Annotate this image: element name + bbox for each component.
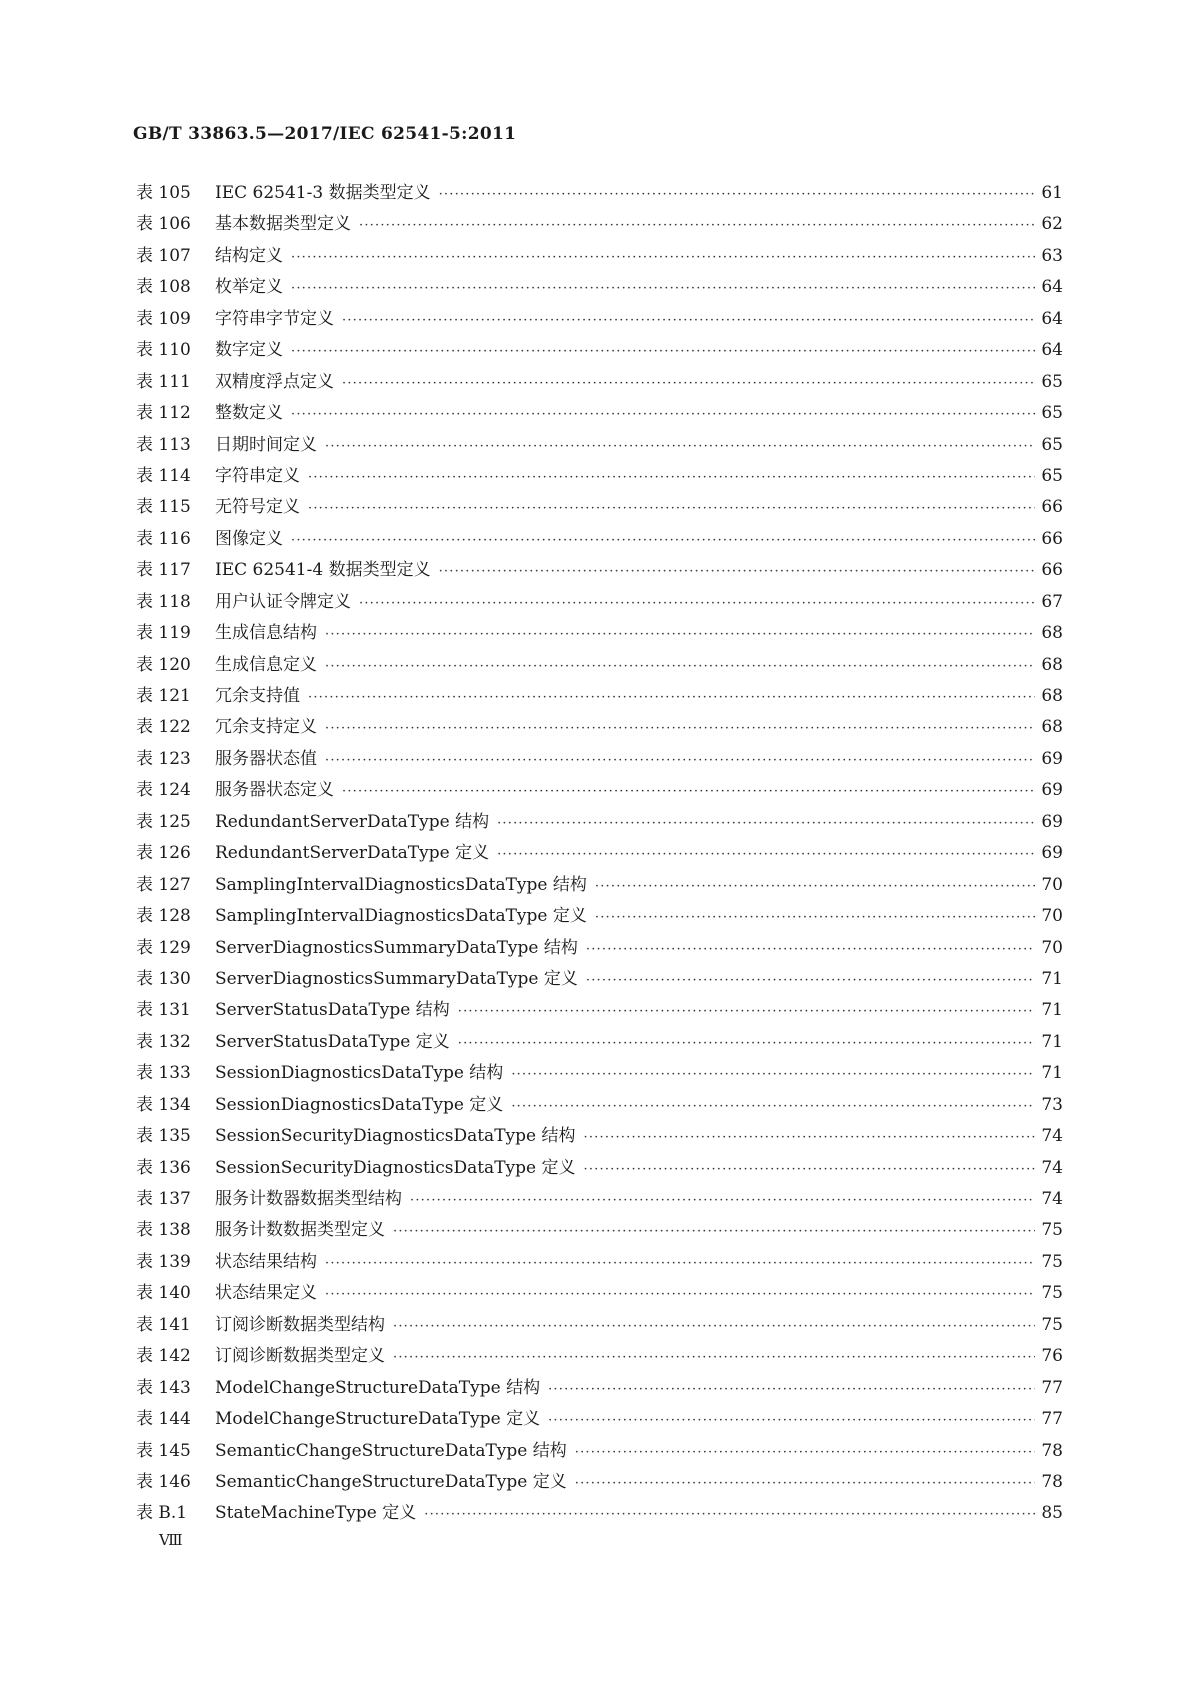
toc-entry-number: 表 127 bbox=[136, 874, 191, 895]
toc-entry-page: 65 bbox=[1041, 465, 1063, 486]
toc-entry-title: 冗余支持值 bbox=[215, 686, 300, 706]
toc-entry[interactable] bbox=[136, 1310, 1063, 1341]
toc-entry[interactable] bbox=[136, 398, 1063, 429]
toc-entry[interactable] bbox=[136, 367, 1063, 398]
toc-entry-title: 状态结果结构 bbox=[215, 1251, 317, 1272]
toc-entry-title: 数字定义 bbox=[215, 340, 283, 361]
toc-entry[interactable] bbox=[136, 1027, 1063, 1058]
toc-entry[interactable] bbox=[136, 1404, 1063, 1435]
toc-entry-number: 表 143 bbox=[136, 1377, 191, 1398]
toc-entry-title: 订阅诊断数据类型结构 bbox=[215, 1314, 385, 1335]
toc-entry-title: 生成信息定义 bbox=[215, 654, 317, 675]
toc-entry-number: 表 115 bbox=[136, 497, 191, 518]
toc-entry-page: 74 bbox=[1041, 1126, 1063, 1147]
toc-entry-page: 85 bbox=[1041, 1503, 1063, 1524]
toc-entry[interactable] bbox=[136, 933, 1063, 964]
toc-entry-number: 表 146 bbox=[136, 1471, 191, 1492]
toc-entry-page: 65 bbox=[1041, 371, 1063, 392]
toc-entry-title: SamplingIntervalDiagnosticsDataType 结构 bbox=[215, 874, 587, 895]
toc-entry-page: 66 bbox=[1041, 560, 1063, 581]
dot-leader bbox=[393, 1319, 1035, 1334]
dot-leader bbox=[575, 1445, 1035, 1460]
toc-entry-page: 74 bbox=[1041, 1157, 1063, 1178]
toc-entry-title: 服务器状态值 bbox=[215, 748, 317, 769]
toc-entry-number: 表 136 bbox=[136, 1157, 191, 1178]
toc-entry[interactable] bbox=[136, 995, 1063, 1026]
dot-leader bbox=[458, 1036, 1035, 1051]
toc-entry[interactable] bbox=[136, 241, 1063, 272]
toc-entry-number: 表 144 bbox=[136, 1409, 191, 1430]
toc-entry-title: 状态结果定义 bbox=[215, 1283, 317, 1304]
dot-leader bbox=[424, 1507, 1035, 1522]
toc-entry-page: 65 bbox=[1041, 403, 1063, 424]
toc-entry-page: 63 bbox=[1041, 245, 1063, 266]
toc-entry-number: 表 130 bbox=[136, 968, 191, 989]
toc-entry-page: 77 bbox=[1041, 1409, 1063, 1430]
toc-entry-title: 冗余支持定义 bbox=[215, 717, 317, 738]
toc-entry-number: 表 108 bbox=[136, 277, 191, 298]
toc-entry-title: IEC 62541-3 数据类型定义 bbox=[215, 183, 431, 203]
toc-entry-title: SemanticChangeStructureDataType 定义 bbox=[215, 1471, 567, 1492]
dot-leader bbox=[325, 659, 1035, 674]
toc-entry-number: 表 116 bbox=[136, 528, 191, 549]
toc-entry-page: 77 bbox=[1041, 1377, 1063, 1398]
toc-entry-page: 69 bbox=[1041, 843, 1063, 864]
toc-entry[interactable] bbox=[136, 1090, 1063, 1121]
dot-leader bbox=[291, 344, 1035, 359]
dot-leader bbox=[393, 1350, 1035, 1365]
toc-entry-page: 64 bbox=[1041, 308, 1063, 329]
toc-entry[interactable] bbox=[136, 1467, 1063, 1498]
toc-entry-number: 表 110 bbox=[136, 340, 191, 361]
toc-entry-title: RedundantServerDataType 结构 bbox=[215, 811, 490, 832]
toc-entry[interactable] bbox=[136, 1341, 1063, 1372]
toc-entry-title: 服务计数器数据类型结构 bbox=[215, 1189, 402, 1209]
toc-entry-title: SessionDiagnosticsDataType 结构 bbox=[215, 1063, 504, 1084]
toc-entry-number: 表 132 bbox=[136, 1031, 191, 1052]
toc-entry[interactable] bbox=[136, 1121, 1063, 1152]
toc-entry[interactable] bbox=[136, 178, 1063, 209]
dot-leader bbox=[325, 439, 1035, 454]
dot-leader bbox=[583, 1130, 1035, 1145]
toc-entry-number: 表 119 bbox=[136, 623, 191, 644]
dot-leader bbox=[308, 470, 1035, 485]
dot-leader bbox=[595, 910, 1035, 925]
toc-entry[interactable] bbox=[136, 618, 1063, 649]
toc-entry-page: 74 bbox=[1041, 1189, 1063, 1209]
dot-leader bbox=[595, 879, 1035, 894]
toc-entry-page: 75 bbox=[1041, 1314, 1063, 1335]
toc-entry-title: 双精度浮点定义 bbox=[215, 371, 334, 392]
toc-entry-title: 结构定义 bbox=[215, 245, 283, 266]
toc-entry-number: 表 129 bbox=[136, 937, 191, 958]
dot-leader bbox=[586, 973, 1035, 988]
toc-entry-title: ModelChangeStructureDataType 结构 bbox=[215, 1377, 541, 1398]
toc-entry-page: 64 bbox=[1041, 340, 1063, 361]
toc-entry[interactable] bbox=[136, 807, 1063, 838]
toc-entry[interactable] bbox=[136, 964, 1063, 995]
toc-entry-title: 服务器状态定义 bbox=[215, 780, 334, 801]
toc-entry-page: 78 bbox=[1041, 1471, 1063, 1492]
toc-entry-number: 表 126 bbox=[136, 843, 191, 864]
toc-entry-number: 表 B.1 bbox=[136, 1503, 188, 1524]
toc-entry-title: 生成信息结构 bbox=[215, 623, 317, 644]
toc-entry-number: 表 109 bbox=[136, 308, 191, 329]
toc-entry-page: 70 bbox=[1041, 874, 1063, 895]
toc-entry[interactable] bbox=[136, 1498, 1063, 1529]
toc-entry-number: 表 113 bbox=[136, 434, 191, 455]
toc-entry-number: 表 124 bbox=[136, 780, 191, 801]
toc-entry[interactable] bbox=[136, 775, 1063, 806]
dot-leader bbox=[342, 784, 1035, 799]
toc-entry-number: 表 139 bbox=[136, 1251, 191, 1272]
dot-leader bbox=[497, 816, 1035, 831]
toc-entry-page: 71 bbox=[1041, 968, 1063, 989]
toc-entry-number: 表 134 bbox=[136, 1094, 191, 1115]
dot-leader bbox=[325, 1256, 1035, 1271]
toc-entry-title: IEC 62541-4 数据类型定义 bbox=[215, 560, 431, 581]
toc-entry-page: 73 bbox=[1041, 1094, 1063, 1115]
toc-entry-title: 字符串字节定义 bbox=[215, 308, 334, 329]
toc-entry-title: ServerDiagnosticsSummaryDataType 结构 bbox=[215, 937, 578, 958]
dot-leader bbox=[308, 690, 1035, 705]
toc-entry-title: 整数定义 bbox=[215, 403, 283, 424]
toc-entry-title: 日期时间定义 bbox=[215, 434, 317, 455]
toc-entry-page: 69 bbox=[1041, 780, 1063, 801]
toc-entry-title: ServerStatusDataType 定义 bbox=[215, 1031, 450, 1052]
toc-entry-title: 枚举定义 bbox=[215, 277, 283, 298]
toc-entry-number: 表 112 bbox=[136, 403, 191, 424]
toc-entry-page: 71 bbox=[1041, 1031, 1063, 1052]
toc-entry-number: 表 145 bbox=[136, 1440, 191, 1461]
toc-entry-number: 表 121 bbox=[136, 686, 191, 706]
toc-entry[interactable] bbox=[136, 681, 1063, 712]
dot-leader bbox=[548, 1413, 1035, 1428]
toc-entry-page: 69 bbox=[1041, 811, 1063, 832]
dot-leader bbox=[291, 281, 1035, 296]
toc-entry-page: 66 bbox=[1041, 497, 1063, 518]
toc-entry[interactable] bbox=[136, 1278, 1063, 1309]
toc-entry-page: 70 bbox=[1041, 906, 1063, 927]
toc-entry[interactable] bbox=[136, 901, 1063, 932]
toc-entry-page: 75 bbox=[1041, 1251, 1063, 1272]
dot-leader bbox=[497, 847, 1035, 862]
toc-entry[interactable] bbox=[136, 430, 1063, 461]
toc-entry[interactable] bbox=[136, 1058, 1063, 1089]
toc-entry-title: SessionSecurityDiagnosticsDataType 结构 bbox=[215, 1126, 576, 1147]
toc-entry-page: 75 bbox=[1041, 1283, 1063, 1304]
toc-entry-page: 76 bbox=[1041, 1346, 1063, 1367]
dot-leader bbox=[583, 1162, 1035, 1177]
toc-entry-page: 69 bbox=[1041, 748, 1063, 769]
toc-entry-number: 表 122 bbox=[136, 717, 191, 738]
page-number: Ⅷ bbox=[159, 1531, 182, 1549]
toc-entry-title: ModelChangeStructureDataType 定义 bbox=[215, 1409, 541, 1430]
toc-entry-number: 表 137 bbox=[136, 1189, 191, 1209]
toc-entry-title: 基本数据类型定义 bbox=[215, 214, 351, 235]
toc-entry-number: 表 118 bbox=[136, 591, 191, 612]
toc-entry-page: 68 bbox=[1041, 686, 1063, 706]
dot-leader bbox=[439, 564, 1035, 579]
toc-entry-page: 70 bbox=[1041, 937, 1063, 958]
dot-leader bbox=[291, 407, 1035, 422]
toc-entry-title: 无符号定义 bbox=[215, 497, 300, 518]
toc-entry-title: ServerDiagnosticsSummaryDataType 定义 bbox=[215, 968, 578, 989]
table-of-contents bbox=[136, 178, 1063, 1530]
toc-entry[interactable] bbox=[136, 492, 1063, 523]
toc-entry[interactable] bbox=[136, 870, 1063, 901]
toc-entry[interactable] bbox=[136, 1184, 1063, 1215]
toc-entry[interactable] bbox=[136, 524, 1063, 555]
toc-entry-title: SamplingIntervalDiagnosticsDataType 定义 bbox=[215, 906, 587, 927]
dot-leader bbox=[575, 1476, 1035, 1491]
toc-entry[interactable] bbox=[136, 555, 1063, 586]
toc-entry-page: 68 bbox=[1041, 623, 1063, 644]
toc-entry-page: 65 bbox=[1041, 434, 1063, 455]
toc-entry-number: 表 142 bbox=[136, 1346, 191, 1367]
dot-leader bbox=[325, 627, 1035, 642]
toc-entry[interactable] bbox=[136, 744, 1063, 775]
toc-entry-number: 表 107 bbox=[136, 245, 191, 266]
dot-leader bbox=[291, 533, 1035, 548]
toc-entry-number: 表 106 bbox=[136, 214, 191, 235]
toc-entry-number: 表 111 bbox=[136, 371, 191, 392]
toc-entry[interactable] bbox=[136, 461, 1063, 492]
dot-leader bbox=[342, 376, 1035, 391]
toc-entry-page: 68 bbox=[1041, 654, 1063, 675]
toc-entry[interactable] bbox=[136, 304, 1063, 335]
dot-leader bbox=[308, 501, 1035, 516]
dot-leader bbox=[458, 1004, 1035, 1019]
toc-entry[interactable] bbox=[136, 1373, 1063, 1404]
toc-entry-number: 表 105 bbox=[136, 183, 191, 203]
toc-entry-title: StateMachineType 定义 bbox=[215, 1503, 417, 1524]
toc-entry[interactable] bbox=[136, 1436, 1063, 1467]
dot-leader bbox=[325, 721, 1035, 736]
toc-entry-title: SessionDiagnosticsDataType 定义 bbox=[215, 1094, 504, 1115]
toc-entry-title: SemanticChangeStructureDataType 结构 bbox=[215, 1440, 567, 1461]
toc-entry-number: 表 123 bbox=[136, 748, 191, 769]
toc-entry-title: 图像定义 bbox=[215, 528, 283, 549]
toc-entry-page: 61 bbox=[1041, 183, 1063, 203]
toc-entry-number: 表 135 bbox=[136, 1126, 191, 1147]
toc-entry-number: 表 140 bbox=[136, 1283, 191, 1304]
dot-leader bbox=[359, 596, 1035, 611]
toc-entry-page: 68 bbox=[1041, 717, 1063, 738]
toc-entry-title: RedundantServerDataType 定义 bbox=[215, 843, 490, 864]
toc-entry[interactable] bbox=[136, 650, 1063, 681]
toc-entry-number: 表 133 bbox=[136, 1063, 191, 1084]
toc-entry-title: 订阅诊断数据类型定义 bbox=[215, 1346, 385, 1367]
toc-entry[interactable] bbox=[136, 587, 1063, 618]
dot-leader bbox=[410, 1193, 1035, 1208]
toc-entry-page: 67 bbox=[1041, 591, 1063, 612]
toc-entry-title: SessionSecurityDiagnosticsDataType 定义 bbox=[215, 1157, 576, 1178]
dot-leader bbox=[548, 1382, 1035, 1397]
dot-leader bbox=[291, 250, 1035, 265]
dot-leader bbox=[586, 942, 1035, 957]
dot-leader bbox=[325, 753, 1035, 768]
toc-entry-page: 62 bbox=[1041, 214, 1063, 235]
toc-entry-page: 64 bbox=[1041, 277, 1063, 298]
toc-entry-title: ServerStatusDataType 结构 bbox=[215, 1000, 450, 1021]
toc-entry-number: 表 114 bbox=[136, 465, 191, 486]
toc-entry-page: 75 bbox=[1041, 1220, 1063, 1241]
toc-entry[interactable] bbox=[136, 272, 1063, 303]
toc-entry-number: 表 120 bbox=[136, 654, 191, 675]
toc-entry-number: 表 125 bbox=[136, 811, 191, 832]
toc-entry[interactable] bbox=[136, 1153, 1063, 1184]
dot-leader bbox=[511, 1099, 1035, 1114]
toc-entry-number: 表 141 bbox=[136, 1314, 191, 1335]
toc-entry-page: 71 bbox=[1041, 1063, 1063, 1084]
dot-leader bbox=[393, 1224, 1035, 1239]
toc-entry[interactable] bbox=[136, 209, 1063, 240]
toc-entry-page: 78 bbox=[1041, 1440, 1063, 1461]
toc-entry-page: 71 bbox=[1041, 1000, 1063, 1021]
toc-entry[interactable] bbox=[136, 335, 1063, 366]
dot-leader bbox=[359, 218, 1035, 233]
toc-entry-number: 表 138 bbox=[136, 1220, 191, 1241]
toc-entry-title: 服务计数数据类型定义 bbox=[215, 1220, 385, 1241]
dot-leader bbox=[439, 187, 1035, 202]
toc-entry-number: 表 128 bbox=[136, 906, 191, 927]
dot-leader bbox=[325, 1287, 1035, 1302]
toc-entry[interactable] bbox=[136, 712, 1063, 743]
dot-leader bbox=[342, 313, 1035, 328]
toc-entry-number: 表 117 bbox=[136, 560, 191, 581]
document-header: GB/T 33863.5—2017/IEC 62541-5:2011 bbox=[133, 124, 517, 144]
toc-entry-title: 用户认证令牌定义 bbox=[215, 591, 351, 612]
dot-leader bbox=[511, 1067, 1035, 1082]
toc-entry[interactable] bbox=[136, 1215, 1063, 1246]
toc-entry[interactable] bbox=[136, 1247, 1063, 1278]
toc-entry[interactable] bbox=[136, 838, 1063, 869]
toc-entry-page: 66 bbox=[1041, 528, 1063, 549]
toc-entry-title: 字符串定义 bbox=[215, 465, 300, 486]
toc-entry-number: 表 131 bbox=[136, 1000, 191, 1021]
